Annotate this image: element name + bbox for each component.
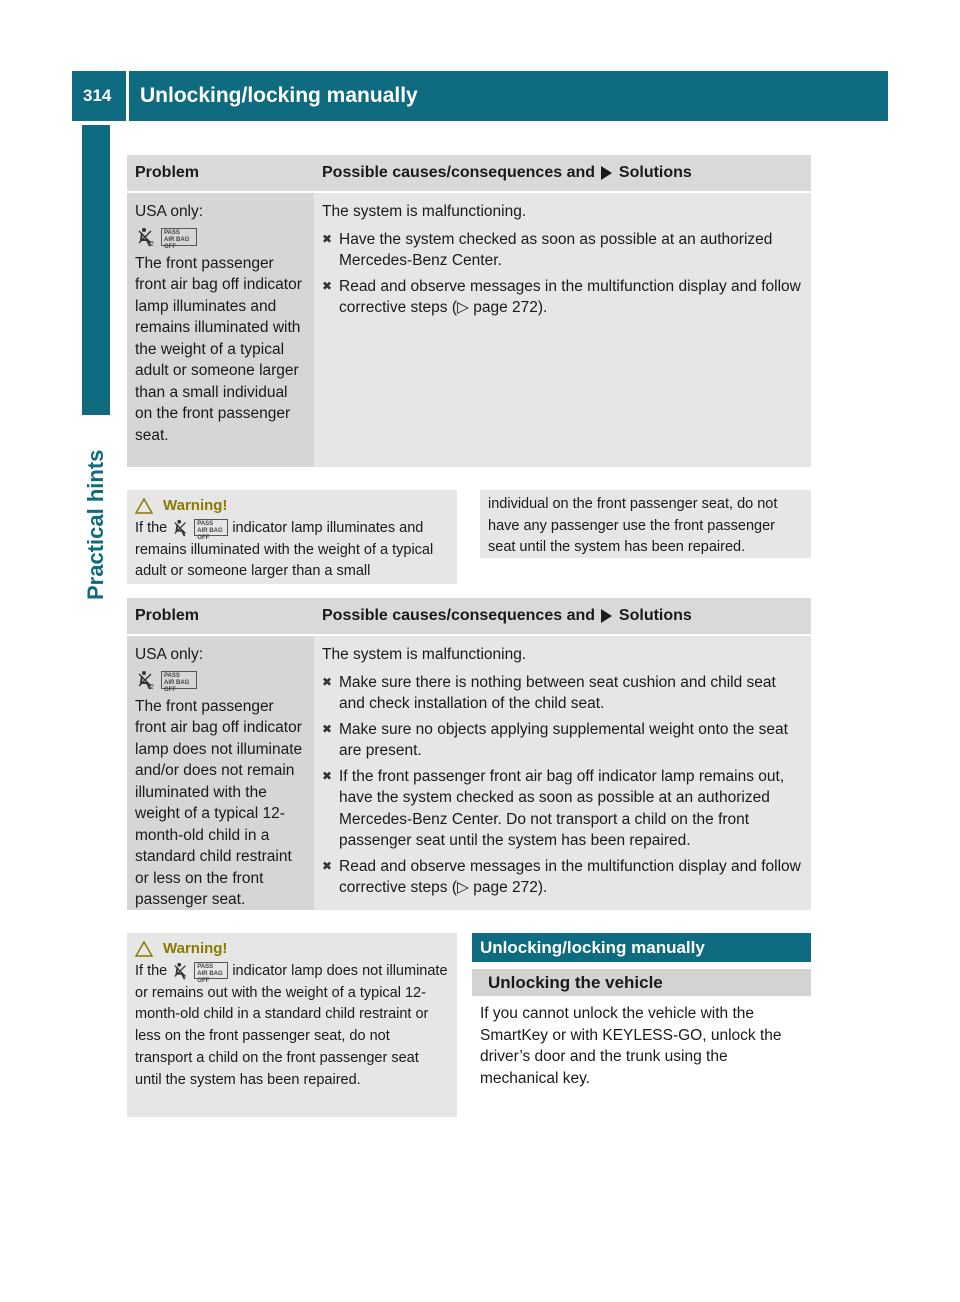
arrow-right-icon	[601, 166, 612, 180]
side-tab-label: Practical hints	[83, 449, 108, 600]
warning-text: If the PASS AIR BAG OFF indicator lamp does not illuminate or remains out with the weight of a typical 12-month-old child in a standard child restraint or less on the front passenger seat, do not transport a child on the front passenger seat until the system has been repaired.	[135, 963, 448, 1088]
passenger-seat-airbag-icon	[171, 519, 191, 537]
passenger-seat-airbag-icon	[135, 670, 157, 690]
side-tab-bar	[82, 125, 110, 415]
usa-only-label: USA only:	[135, 646, 204, 663]
indicator-icons	[171, 519, 228, 542]
warning-continuation-text: individual on the front passenger seat, do not have any passenger use the front passenger seat until the system has been repaired.	[488, 496, 778, 556]
passenger-seat-airbag-icon	[171, 962, 191, 980]
header-divider	[126, 71, 129, 121]
list-item: ✖ Make sure there is nothing between seat cushion and child seat and check installation of the child seat.	[322, 673, 776, 712]
problem-text: The front passenger front air bag off indicator lamp does not illuminate and/or does not remain illuminated with the weight of a typical 12-month-old child in a standard child restraint or less on the front passenger seat.	[135, 697, 303, 908]
solutions-cell	[314, 193, 811, 467]
table-header	[127, 598, 811, 634]
svg-text:2: 2	[150, 683, 154, 690]
solutions-cell	[314, 636, 811, 910]
pass-airbag-off-icon: PASS AIR BAG OFF	[161, 671, 197, 689]
table-row	[127, 193, 811, 467]
warning-box-1-continued	[480, 490, 811, 558]
warning-triangle-icon	[135, 941, 153, 957]
page-title: Unlocking/locking manually	[140, 84, 418, 107]
indicator-icons	[171, 962, 228, 985]
arrow-right-icon	[601, 609, 612, 623]
pass-airbag-off-icon: PASS AIR BAG OFF	[161, 228, 197, 246]
indicator-icons	[135, 227, 307, 250]
table-header	[127, 155, 811, 191]
table-row	[127, 636, 811, 910]
section-heading: Unlocking/locking manually	[472, 933, 811, 962]
header-problem: Problem	[135, 164, 200, 181]
warning-triangle-icon	[135, 498, 153, 514]
problem-cell	[127, 193, 314, 467]
subsection-heading: Unlocking the vehicle	[472, 969, 811, 996]
page-number: 314	[83, 86, 112, 105]
indicator-icons	[135, 670, 307, 693]
cause-text: The system is malfunctioning.	[322, 203, 527, 220]
list-item: ✖ Have the system checked as soon as possible at an authorized Mercedes-Benz Center.	[322, 230, 773, 269]
header-problem: Problem	[135, 607, 200, 624]
warning-box-2	[127, 933, 457, 1117]
warning-text: If the PASS AIR BAG OFF indicator lamp illuminates and remains illuminated with the weight of a typical adult or someone larger than a small	[135, 520, 434, 580]
list-item: ✖ If the front passenger front air bag off indicator lamp remains out, have the system checked as soon as possible at an authorized Mercedes-Benz Center. Do not transport a child on the front passenger seat until the system has been repaired.	[322, 767, 785, 849]
passenger-seat-airbag-icon	[135, 227, 157, 247]
problem-table-2	[127, 598, 811, 910]
warning-title: Warning!	[135, 937, 449, 961]
svg-text:2: 2	[150, 240, 154, 247]
problem-cell	[127, 636, 314, 910]
warning-box-1	[127, 490, 457, 584]
pass-airbag-off-icon: PASS AIR BAG OFF	[194, 962, 228, 979]
list-item: ✖ Read and observe messages in the multifunction display and follow corrective steps (▷ page 272).	[322, 857, 801, 896]
header-solutions: Possible causes/consequences and Solutions	[322, 164, 692, 181]
warning-title: Warning!	[135, 494, 449, 518]
problem-table-1	[127, 155, 811, 467]
list-item: ✖ Make sure no objects applying supplemental weight onto the seat are present.	[322, 720, 788, 759]
list-item: ✖ Read and observe messages in the multifunction display and follow corrective steps (▷ page 272).	[322, 277, 801, 316]
problem-text: The front passenger front air bag off indicator lamp illuminates and remains illuminated with the weight of a typical adult or someone larger than a small individual on the front passenger seat.	[135, 254, 302, 444]
header-solutions: Possible causes/consequences and Solutions	[322, 607, 692, 624]
section-body-text: If you cannot unlock the vehicle with the SmartKey or with KEYLESS-GO, unlock the driver’s door and the trunk using the mechanical key.	[480, 1005, 782, 1087]
usa-only-label: USA only:	[135, 203, 204, 220]
cause-text: The system is malfunctioning.	[322, 646, 527, 663]
pass-airbag-off-icon: PASS AIR BAG OFF	[194, 519, 228, 536]
